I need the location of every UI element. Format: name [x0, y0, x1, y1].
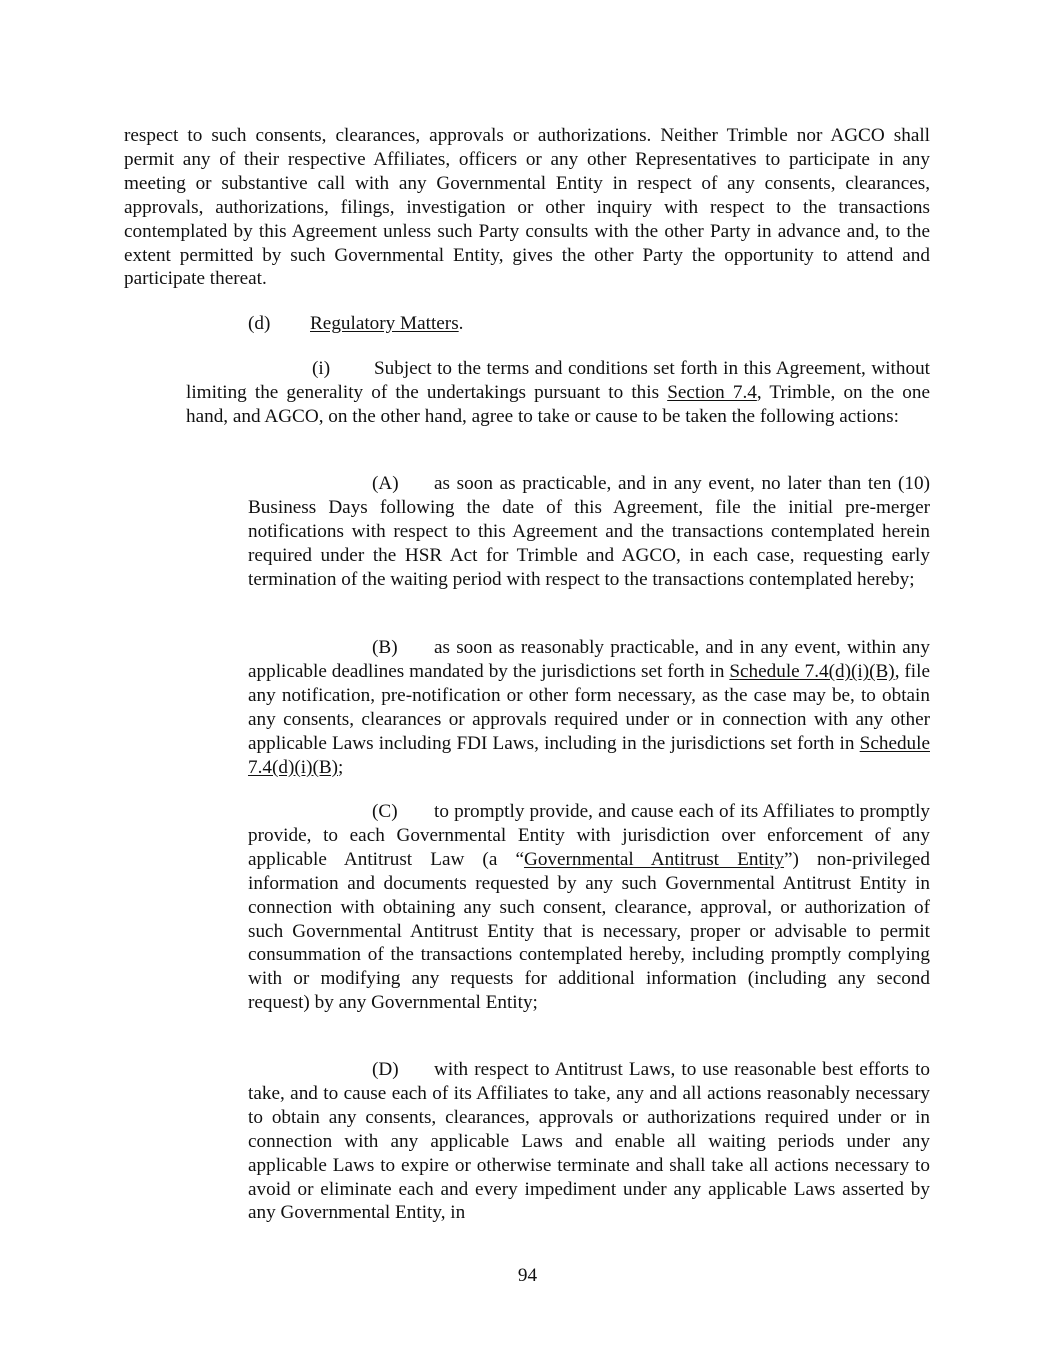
section-d-heading: [248, 312, 848, 336]
item-i-text-before: Subject to the terms and conditions set forth in this Agreement, without limiting the generality of the undertakings pursuant to this: [186, 358, 930, 403]
item-d-text: with respect to Antitrust Laws, to use reasonable best efforts to take, and to cause each of its Affiliates to take, any and all actions reasonably necessary to obtain any consents, clearances, approvals or authorizations required under or in connection with any applicable Laws and enable all waiting periods under any applicable Laws to expire or otherwise terminate and shall take all actions necessary to avoid or eliminate each and every impediment under any applicable Laws asserted by any Governmental Entity, in: [248, 1059, 930, 1224]
item-b-text-1: as soon as reasonably practicable, and in any event, within any applicable deadlines mandated by the jurisdictions set forth in: [248, 637, 930, 682]
item-d-paragraph: [248, 1058, 930, 1225]
item-b-label: (B): [372, 637, 398, 658]
item-c-text-2: ”) non-privileged information and documents requested by any such Governmental Antitrust Entity in connection with obtaining any such consent, clearance, approval, or authorization of such Governmental Antitrust Entity that is necessary, proper or advisable to permit consummation of the transactions contemplated hereby, including promptly complying with or modifying any requests for additional information (including any second request) by any Governmental Entity;: [248, 848, 930, 1014]
item-b-text-3: ;: [338, 756, 344, 778]
page-number: 94: [517, 1265, 538, 1286]
schedule-reference-1: Schedule 7.4(d)(i)(B): [729, 660, 895, 682]
item-a-paragraph: [248, 472, 930, 592]
item-i-paragraph: [186, 357, 930, 429]
schedule-reference-2: Schedule 7.4(d)(i)(B): [248, 732, 930, 778]
defined-term-governmental-antitrust-entity: Governmental Antitrust Entity: [523, 848, 785, 870]
item-c-label: (C): [372, 801, 398, 822]
item-i-label: (i): [312, 358, 331, 379]
section-7-4-reference: Section 7.4: [667, 381, 757, 403]
section-d-title-period: .: [458, 313, 464, 334]
item-b-text-2: , file any notification, pre-notification or other form necessary, as the case may be, to obtain any consents, clearances or approvals required under or in connection with any other applicable Laws including FDI Laws, including in the jurisdictions set forth in: [248, 660, 930, 754]
item-d-label: (D): [372, 1059, 399, 1080]
section-d-title: Regulatory Matters: [310, 313, 459, 334]
section-d-label: (d): [248, 313, 271, 334]
item-c-paragraph: [248, 800, 930, 1015]
item-a-label: (A): [372, 473, 399, 494]
intro-text: respect to such consents, clearances, approvals or authorizations. Neither Trimble nor AGCO shall permit any of their respective Affiliates, officers or any other Representatives to participate in any meeting or substantive call with any Governmental Entity in respect of any consents, clearances, approvals, authorizations, filings, investigation or other inquiry with respect to the transactions contemplated by this Agreement unless such Party consults with the other Party in advance and, to the extent permitted by such Governmental Entity, gives the other Party the opportunity to attend and participate thereat.: [124, 125, 930, 290]
item-a-text: as soon as practicable, and in any event, no later than ten (10) Business Days following the date of this Agreement, file the initial pre-merger notifications with respect to this Agreement and the transactions contemplated herein required under the HSR Act for Trimble and AGCO, in each case, requesting early termination of the waiting period with respect to the transactions contemplated hereby;: [248, 473, 930, 590]
intro-paragraph: [124, 124, 930, 291]
item-b-paragraph: [248, 636, 930, 779]
item-i-text-after: , Trimble, on the one hand, and AGCO, on the other hand, agree to take or cause to be taken the following actions:: [186, 381, 930, 427]
item-c-text-1: to promptly provide, and cause each of its Affiliates to promptly provide, to each Governmental Entity with jurisdiction over enforcement of any applicable Antitrust Law (a “: [248, 801, 930, 870]
